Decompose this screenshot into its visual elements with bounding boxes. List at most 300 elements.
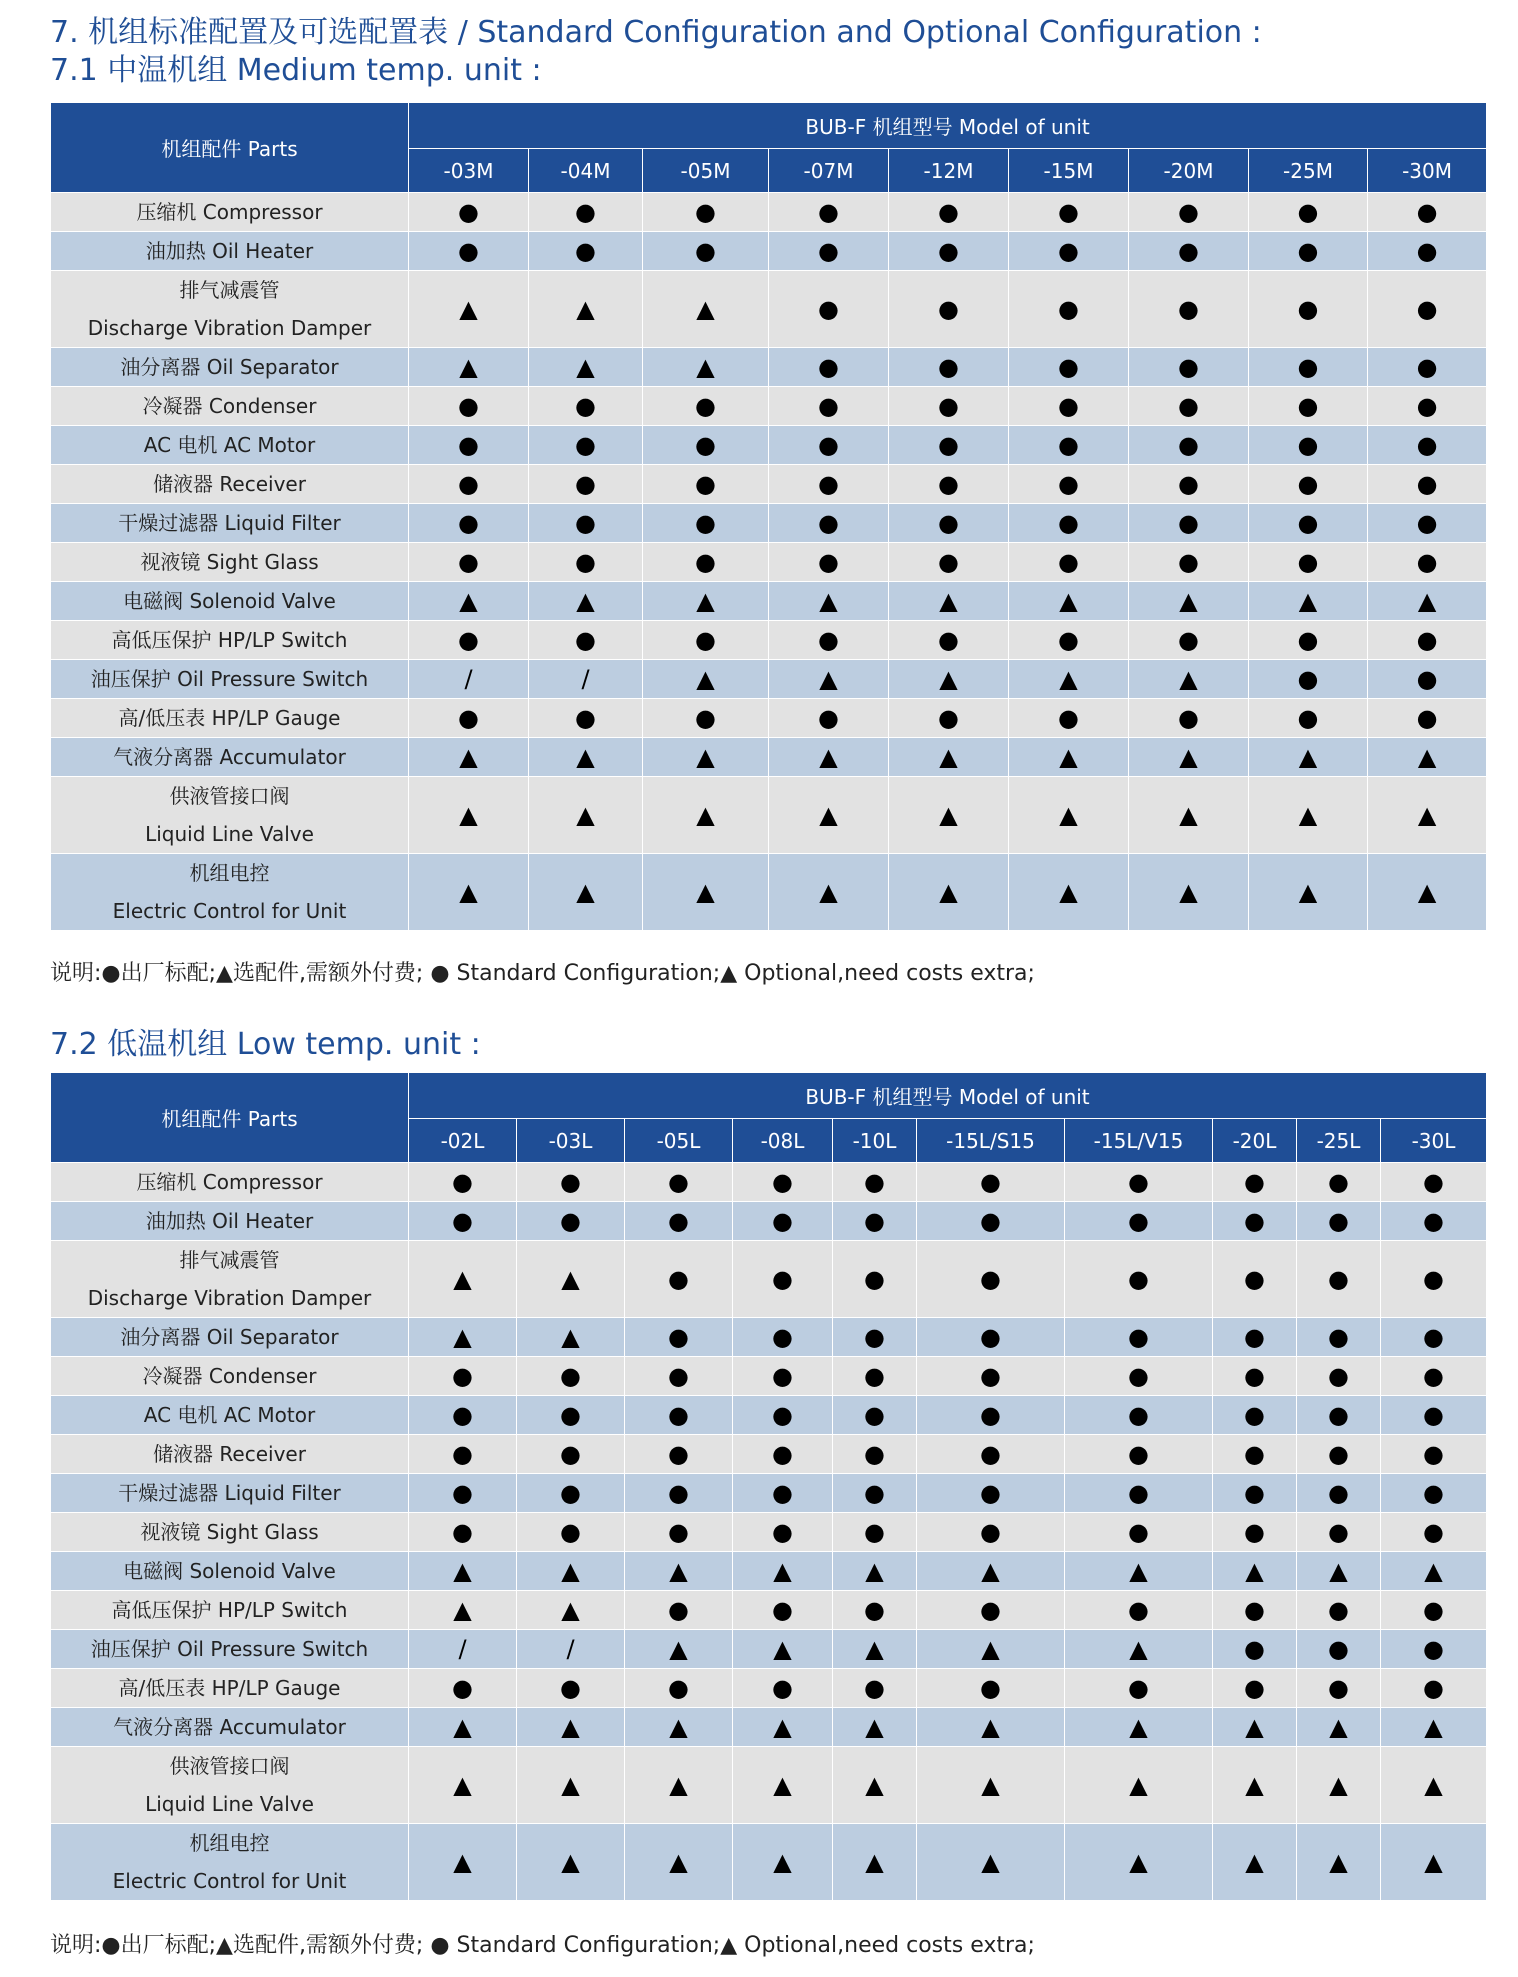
optional-mark: ▲ [409, 738, 529, 777]
optional-mark: ▲ [409, 1241, 517, 1318]
part-name-cell [51, 777, 409, 854]
standard-mark: ● [889, 232, 1009, 271]
standard-mark: ● [1368, 543, 1487, 582]
model-column-12m: -12M [889, 149, 1009, 193]
optional-mark: ▲ [517, 1708, 625, 1747]
parts-column-header: 机组配件 Parts [51, 1073, 409, 1163]
optional-mark: ▲ [1129, 738, 1249, 777]
standard-mark: ● [643, 193, 769, 232]
standard-mark: ● [1297, 1591, 1381, 1630]
table-row [51, 1552, 1487, 1591]
optional-mark: ▲ [409, 1591, 517, 1630]
model-column-25l: -25L [1297, 1119, 1381, 1163]
not-applicable-mark: / [517, 1630, 625, 1669]
part-name: 高/低压表 HP/LP Gauge [118, 706, 341, 730]
standard-mark: ● [1249, 193, 1368, 232]
table-row [51, 1435, 1487, 1474]
part-name: 气液分离器 Accumulator [113, 745, 346, 769]
optional-mark: ▲ [733, 1708, 833, 1747]
optional-mark: ▲ [517, 1552, 625, 1591]
standard-mark: ● [1213, 1435, 1297, 1474]
part-name: 压缩机 Compressor [136, 1170, 323, 1194]
standard-mark: ● [1129, 387, 1249, 426]
standard-mark: ● [889, 504, 1009, 543]
medium-table-body [51, 193, 1487, 931]
standard-mark: ● [1249, 621, 1368, 660]
optional-mark: ▲ [1249, 777, 1368, 854]
standard-mark: ● [643, 465, 769, 504]
standard-mark: ● [769, 232, 889, 271]
standard-mark: ● [1249, 232, 1368, 271]
table-row [51, 465, 1487, 504]
model-column-02l: -02L [409, 1119, 517, 1163]
table-row [51, 387, 1487, 426]
part-name: 排气减震管 [179, 278, 280, 302]
standard-mark: ● [643, 543, 769, 582]
low-table-head [51, 1073, 1487, 1163]
model-column-15lv15: -15L/V15 [1065, 1119, 1213, 1163]
standard-mark: ● [409, 465, 529, 504]
standard-mark: ● [1249, 271, 1368, 348]
optional-mark: ▲ [1009, 582, 1129, 621]
optional-mark: ▲ [917, 1824, 1065, 1901]
standard-mark: ● [1065, 1396, 1213, 1435]
optional-mark: ▲ [1381, 1747, 1487, 1824]
optional-mark: ▲ [643, 271, 769, 348]
table-row [51, 348, 1487, 387]
model-column-header: BUB-F 机组型号 Model of unit [409, 103, 1487, 149]
part-name: 干燥过滤器 Liquid Filter [118, 1481, 341, 1505]
standard-mark: ● [517, 1435, 625, 1474]
optional-mark: ▲ [769, 660, 889, 699]
standard-mark: ● [917, 1202, 1065, 1241]
part-name-cell [51, 504, 409, 543]
part-name-cell [51, 193, 409, 232]
section-title: 7. 机组标准配置及可选配置表 / Standard Configuration and Optional Configuration : [50, 15, 1262, 50]
standard-mark: ● [1368, 660, 1487, 699]
optional-mark: ▲ [409, 777, 529, 854]
standard-mark: ● [1297, 1630, 1381, 1669]
standard-mark: ● [1381, 1474, 1487, 1513]
optional-mark: ▲ [409, 854, 529, 931]
standard-mark: ● [625, 1202, 733, 1241]
optional-mark: ▲ [517, 1591, 625, 1630]
table-row [51, 1474, 1487, 1513]
part-name-cell [51, 387, 409, 426]
standard-mark: ● [1009, 699, 1129, 738]
part-name: 视液镜 Sight Glass [140, 1520, 319, 1544]
part-name-cell [51, 1202, 409, 1241]
standard-mark: ● [917, 1435, 1065, 1474]
optional-mark: ▲ [1009, 738, 1129, 777]
standard-mark: ● [769, 621, 889, 660]
standard-mark: ● [1297, 1669, 1381, 1708]
model-column-30l: -30L [1381, 1119, 1487, 1163]
optional-mark: ▲ [833, 1552, 917, 1591]
standard-mark: ● [1065, 1202, 1213, 1241]
standard-mark: ● [1381, 1669, 1487, 1708]
table-row [51, 1630, 1487, 1669]
table-row [51, 271, 1487, 348]
table-row [51, 699, 1487, 738]
standard-mark: ● [1249, 660, 1368, 699]
standard-mark: ● [517, 1474, 625, 1513]
part-name: 电磁阀 Solenoid Valve [123, 589, 336, 613]
standard-mark: ● [409, 193, 529, 232]
table-row [51, 1163, 1487, 1202]
standard-mark: ● [833, 1163, 917, 1202]
model-column-20l: -20L [1213, 1119, 1297, 1163]
part-name: 油分离器 Oil Separator [120, 1325, 339, 1349]
optional-mark: ▲ [1297, 1708, 1381, 1747]
standard-mark: ● [1381, 1241, 1487, 1318]
standard-mark: ● [733, 1202, 833, 1241]
standard-mark: ● [1065, 1357, 1213, 1396]
part-name-cell [51, 426, 409, 465]
optional-mark: ▲ [1009, 660, 1129, 699]
part-name-english: Discharge Vibration Damper [87, 1286, 372, 1310]
optional-mark: ▲ [1297, 1824, 1381, 1901]
standard-mark: ● [1249, 504, 1368, 543]
standard-mark: ● [1249, 543, 1368, 582]
model-column-05l: -05L [625, 1119, 733, 1163]
optional-mark: ▲ [1297, 1747, 1381, 1824]
standard-mark: ● [733, 1396, 833, 1435]
standard-mark: ● [1065, 1591, 1213, 1630]
optional-mark: ▲ [1249, 582, 1368, 621]
part-name: 油分离器 Oil Separator [120, 355, 339, 379]
optional-mark: ▲ [1009, 777, 1129, 854]
standard-mark: ● [733, 1591, 833, 1630]
standard-mark: ● [529, 543, 643, 582]
standard-mark: ● [1129, 193, 1249, 232]
optional-mark: ▲ [643, 738, 769, 777]
part-name-cell [51, 660, 409, 699]
standard-mark: ● [625, 1318, 733, 1357]
standard-mark: ● [889, 426, 1009, 465]
part-name: 干燥过滤器 Liquid Filter [118, 511, 341, 535]
standard-mark: ● [625, 1591, 733, 1630]
standard-mark: ● [517, 1669, 625, 1708]
standard-mark: ● [643, 504, 769, 543]
standard-mark: ● [1297, 1435, 1381, 1474]
standard-mark: ● [1129, 465, 1249, 504]
standard-mark: ● [1249, 465, 1368, 504]
part-name: AC 电机 AC Motor [143, 1403, 316, 1427]
standard-mark: ● [733, 1474, 833, 1513]
model-column-07m: -07M [769, 149, 889, 193]
optional-mark: ▲ [1065, 1708, 1213, 1747]
standard-mark: ● [1381, 1357, 1487, 1396]
model-column-30m: -30M [1368, 149, 1487, 193]
part-name-cell [51, 582, 409, 621]
optional-mark: ▲ [917, 1552, 1065, 1591]
standard-mark: ● [1368, 699, 1487, 738]
standard-mark: ● [917, 1474, 1065, 1513]
optional-mark: ▲ [917, 1630, 1065, 1669]
optional-mark: ▲ [643, 854, 769, 931]
standard-mark: ● [1297, 1241, 1381, 1318]
standard-mark: ● [1009, 504, 1129, 543]
standard-mark: ● [769, 193, 889, 232]
standard-mark: ● [517, 1396, 625, 1435]
part-name-cell [51, 1396, 409, 1435]
standard-mark: ● [409, 232, 529, 271]
table-row [51, 582, 1487, 621]
optional-mark: ▲ [529, 348, 643, 387]
standard-mark: ● [409, 426, 529, 465]
standard-mark: ● [1381, 1630, 1487, 1669]
optional-mark: ▲ [529, 582, 643, 621]
part-name-cell [51, 1824, 409, 1901]
optional-mark: ▲ [1368, 777, 1487, 854]
standard-mark: ● [529, 387, 643, 426]
standard-mark: ● [769, 699, 889, 738]
standard-mark: ● [1368, 621, 1487, 660]
part-name-cell [51, 232, 409, 271]
standard-mark: ● [833, 1435, 917, 1474]
standard-mark: ● [1213, 1163, 1297, 1202]
optional-mark: ▲ [1213, 1824, 1297, 1901]
standard-mark: ● [889, 621, 1009, 660]
optional-mark: ▲ [917, 1708, 1065, 1747]
standard-mark: ● [643, 621, 769, 660]
standard-mark: ● [409, 1396, 517, 1435]
standard-mark: ● [1381, 1396, 1487, 1435]
optional-mark: ▲ [643, 777, 769, 854]
part-name: 气液分离器 Accumulator [113, 1715, 346, 1739]
part-name-cell [51, 1708, 409, 1747]
low-temp-title: 7.2 低温机组 Low temp. unit : [50, 1027, 481, 1062]
optional-mark: ▲ [917, 1747, 1065, 1824]
standard-mark: ● [643, 232, 769, 271]
standard-mark: ● [409, 1435, 517, 1474]
standard-mark: ● [1297, 1396, 1381, 1435]
optional-mark: ▲ [517, 1747, 625, 1824]
optional-mark: ▲ [409, 1708, 517, 1747]
standard-mark: ● [1368, 193, 1487, 232]
model-column-05m: -05M [643, 149, 769, 193]
optional-mark: ▲ [1213, 1708, 1297, 1747]
medium-legend-note: 说明:●出厂标配;▲选配件,需额外付费; ● Standard Configuration;▲ Optional,need costs extra; [50, 961, 1035, 986]
medium-header-row-1 [51, 103, 1487, 149]
standard-mark: ● [1065, 1474, 1213, 1513]
standard-mark: ● [733, 1241, 833, 1318]
optional-mark: ▲ [625, 1552, 733, 1591]
model-column-03m: -03M [409, 149, 529, 193]
part-name-english: Discharge Vibration Damper [87, 316, 372, 340]
standard-mark: ● [1213, 1318, 1297, 1357]
optional-mark: ▲ [409, 1824, 517, 1901]
part-name: 油压保护 Oil Pressure Switch [90, 667, 369, 691]
standard-mark: ● [529, 232, 643, 271]
medium-temp-config-table [50, 102, 1487, 931]
standard-mark: ● [833, 1591, 917, 1630]
part-name: 供液管接口阀 [169, 1754, 290, 1778]
standard-mark: ● [1065, 1669, 1213, 1708]
optional-mark: ▲ [1297, 1552, 1381, 1591]
table-row [51, 193, 1487, 232]
standard-mark: ● [1129, 699, 1249, 738]
standard-mark: ● [917, 1591, 1065, 1630]
standard-mark: ● [733, 1357, 833, 1396]
table-row [51, 854, 1487, 931]
part-name-cell [51, 543, 409, 582]
table-row [51, 1513, 1487, 1552]
standard-mark: ● [733, 1163, 833, 1202]
standard-mark: ● [529, 699, 643, 738]
medium-table-head [51, 103, 1487, 193]
optional-mark: ▲ [1249, 854, 1368, 931]
standard-mark: ● [833, 1241, 917, 1318]
standard-mark: ● [1381, 1318, 1487, 1357]
standard-mark: ● [409, 1163, 517, 1202]
standard-mark: ● [769, 271, 889, 348]
standard-mark: ● [833, 1357, 917, 1396]
part-name-cell [51, 1513, 409, 1552]
standard-mark: ● [529, 465, 643, 504]
part-name: 视液镜 Sight Glass [140, 550, 319, 574]
standard-mark: ● [917, 1669, 1065, 1708]
standard-mark: ● [833, 1513, 917, 1552]
model-column-25m: -25M [1249, 149, 1368, 193]
standard-mark: ● [1381, 1513, 1487, 1552]
part-name: 高低压保护 HP/LP Switch [111, 1598, 348, 1622]
standard-mark: ● [1009, 543, 1129, 582]
standard-mark: ● [833, 1202, 917, 1241]
table-row [51, 1357, 1487, 1396]
standard-mark: ● [769, 465, 889, 504]
standard-mark: ● [1368, 465, 1487, 504]
low-temp-config-table [50, 1072, 1487, 1901]
table-row [51, 426, 1487, 465]
part-name-cell [51, 738, 409, 777]
table-row [51, 1824, 1487, 1901]
optional-mark: ▲ [889, 854, 1009, 931]
standard-mark: ● [529, 193, 643, 232]
standard-mark: ● [1009, 193, 1129, 232]
optional-mark: ▲ [733, 1747, 833, 1824]
standard-mark: ● [1213, 1513, 1297, 1552]
optional-mark: ▲ [517, 1241, 625, 1318]
standard-mark: ● [1065, 1513, 1213, 1552]
standard-mark: ● [1009, 426, 1129, 465]
optional-mark: ▲ [517, 1318, 625, 1357]
optional-mark: ▲ [1065, 1630, 1213, 1669]
standard-mark: ● [1009, 465, 1129, 504]
standard-mark: ● [1381, 1435, 1487, 1474]
part-name-cell [51, 1163, 409, 1202]
table-row [51, 1747, 1487, 1824]
optional-mark: ▲ [529, 854, 643, 931]
optional-mark: ▲ [833, 1747, 917, 1824]
part-name-cell [51, 1630, 409, 1669]
standard-mark: ● [643, 426, 769, 465]
optional-mark: ▲ [409, 1318, 517, 1357]
standard-mark: ● [769, 426, 889, 465]
table-row [51, 621, 1487, 660]
table-row [51, 777, 1487, 854]
part-name-cell [51, 1435, 409, 1474]
standard-mark: ● [625, 1669, 733, 1708]
standard-mark: ● [833, 1474, 917, 1513]
model-column-04m: -04M [529, 149, 643, 193]
standard-mark: ● [1129, 271, 1249, 348]
part-name-cell [51, 465, 409, 504]
optional-mark: ▲ [733, 1552, 833, 1591]
part-name-english: Electric Control for Unit [112, 899, 347, 923]
standard-mark: ● [1297, 1202, 1381, 1241]
part-name: 机组电控 [189, 861, 270, 885]
not-applicable-mark: / [529, 660, 643, 699]
optional-mark: ▲ [769, 582, 889, 621]
standard-mark: ● [917, 1318, 1065, 1357]
standard-mark: ● [917, 1396, 1065, 1435]
standard-mark: ● [1381, 1163, 1487, 1202]
part-name-cell [51, 1747, 409, 1824]
standard-mark: ● [769, 504, 889, 543]
standard-mark: ● [769, 348, 889, 387]
standard-mark: ● [917, 1241, 1065, 1318]
part-name: 冷凝器 Condenser [142, 1364, 317, 1388]
optional-mark: ▲ [889, 582, 1009, 621]
standard-mark: ● [1297, 1318, 1381, 1357]
standard-mark: ● [409, 543, 529, 582]
table-row [51, 543, 1487, 582]
table-row [51, 504, 1487, 543]
standard-mark: ● [409, 1202, 517, 1241]
low-header-row-1 [51, 1073, 1487, 1119]
standard-mark: ● [833, 1669, 917, 1708]
part-name-cell [51, 271, 409, 348]
standard-mark: ● [833, 1318, 917, 1357]
optional-mark: ▲ [1381, 1552, 1487, 1591]
optional-mark: ▲ [625, 1824, 733, 1901]
model-column-03l: -03L [517, 1119, 625, 1163]
optional-mark: ▲ [643, 660, 769, 699]
standard-mark: ● [625, 1474, 733, 1513]
part-name-english: Liquid Line Valve [145, 822, 314, 846]
part-name-cell [51, 1241, 409, 1318]
part-name-cell [51, 1474, 409, 1513]
standard-mark: ● [643, 699, 769, 738]
standard-mark: ● [1297, 1513, 1381, 1552]
standard-mark: ● [769, 387, 889, 426]
part-name-cell [51, 1591, 409, 1630]
standard-mark: ● [1297, 1163, 1381, 1202]
standard-mark: ● [1249, 426, 1368, 465]
optional-mark: ▲ [769, 854, 889, 931]
optional-mark: ▲ [529, 777, 643, 854]
standard-mark: ● [1368, 271, 1487, 348]
part-name: 油压保护 Oil Pressure Switch [90, 1637, 369, 1661]
standard-mark: ● [733, 1318, 833, 1357]
standard-mark: ● [1065, 1318, 1213, 1357]
standard-mark: ● [409, 699, 529, 738]
standard-mark: ● [1297, 1474, 1381, 1513]
standard-mark: ● [529, 426, 643, 465]
part-name-cell [51, 1669, 409, 1708]
standard-mark: ● [1009, 387, 1129, 426]
part-name: 排气减震管 [179, 1248, 280, 1272]
standard-mark: ● [625, 1357, 733, 1396]
part-name: 机组电控 [189, 1831, 270, 1855]
standard-mark: ● [529, 504, 643, 543]
part-name: 高/低压表 HP/LP Gauge [118, 1676, 341, 1700]
standard-mark: ● [1213, 1202, 1297, 1241]
standard-mark: ● [889, 348, 1009, 387]
optional-mark: ▲ [833, 1630, 917, 1669]
